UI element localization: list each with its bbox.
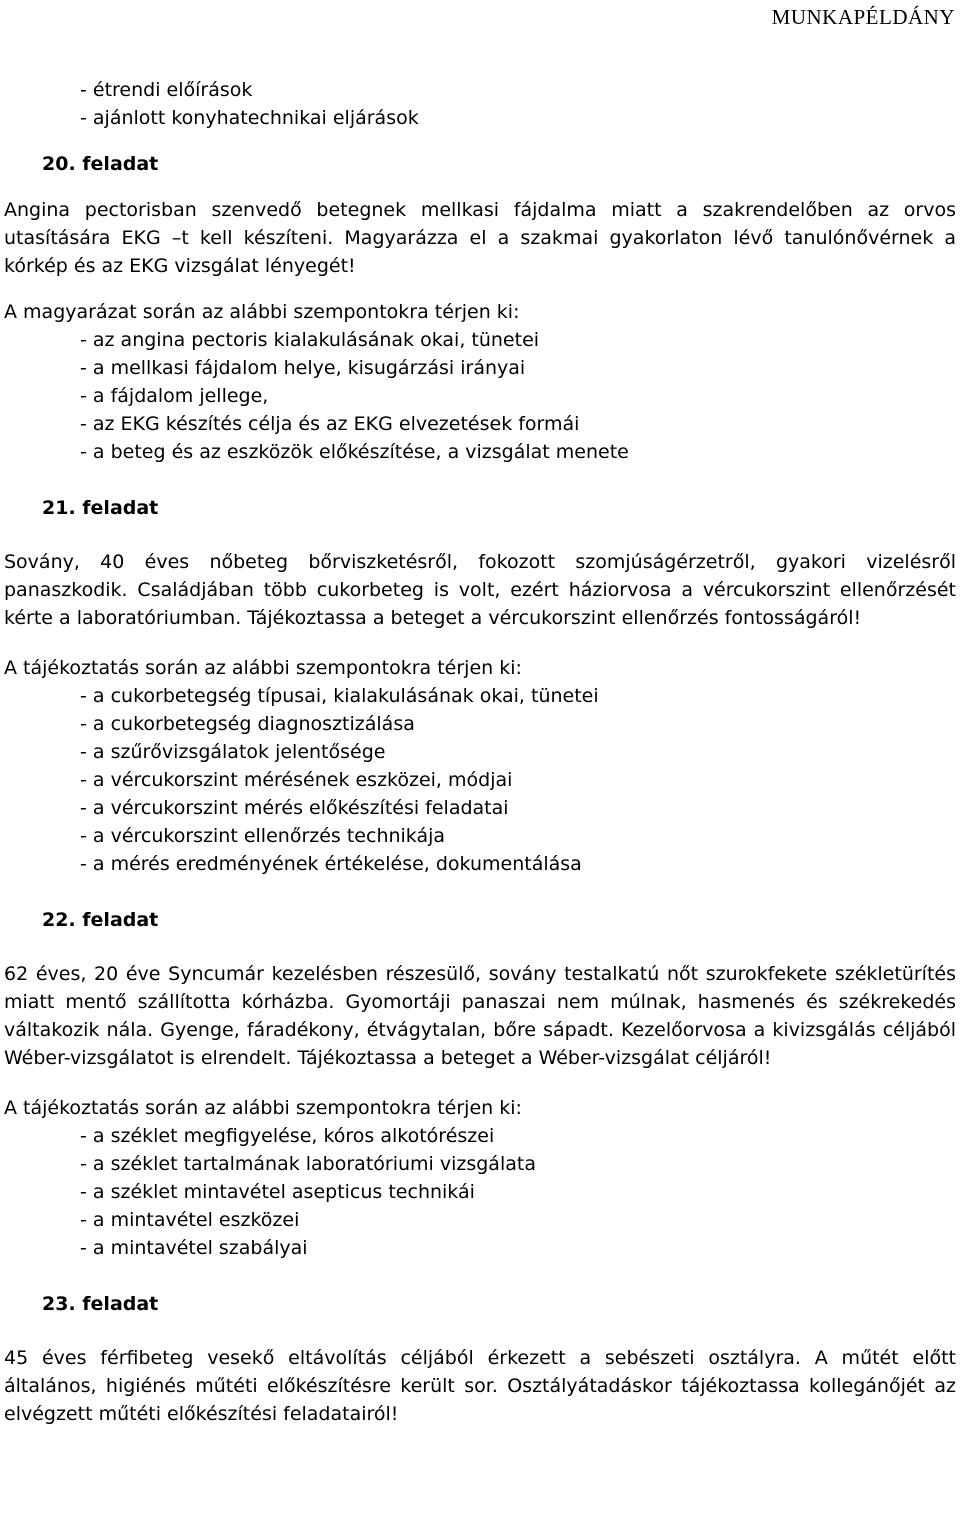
task-21-list [80,682,956,878]
task-22-body: 62 éves, 20 éve Syncumár kezelésben részesülő, sovány testalkatú nőt szurokfekete székletürítés miatt mentő szállította kórházba. Gyomortáji panaszai nem múlnak, hasmenés és székrekedés váltakozik nála. Gyenge, fáradékony, étvágytalan, bőre sápadt. Kezelőorvosa a kivizsgálás céljából Wéber-vizsgálatot is elrendelt. Tájékoztassa a beteget a Wéber-vizsgálat céljáról! [4,963,956,1069]
list-item: - a mérés eredményének értékelése, dokumentálása [80,853,582,875]
list-item: - a vércukorszint mérés előkészítési feladatai [80,797,509,819]
task-20-intro: A magyarázat során az alábbi szempontokra térjen ki: [4,301,520,323]
list-item: - a vércukorszint ellenőrzés technikája [80,825,446,847]
list-item: - a mellkasi fájdalom helye, kisugárzási irányai [80,357,526,379]
list-item: - a cukorbetegség típusai, kialakulásának okai, tünetei [80,685,599,707]
task-23-body: 45 éves férfibeteg vesekő eltávolítás céljából érkezett a sebészeti osztályra. A műtét előtt általános, higiénés műtéti előkészítésre került sor. Osztályátadáskor tájékoztassa kollegánőjét az elvégzett műtéti előkészítési feladatairól! [4,1347,956,1425]
task-22-title: 22. feladat [42,909,159,931]
list-item: - a széklet mintavétel asepticus technikái [80,1181,475,1203]
task-20-body: Angina pectorisban szenvedő betegnek mellkasi fájdalma miatt a szakrendelőben az orvos utasítására EKG –t kell készíteni. Magyarázza el a szakmai gyakorlaton lévő tanulónővérnek a kórkép és az EKG vizsgálat lényegét! [4,199,956,277]
list-item: - a széklet megfigyelése, kóros alkotórészei [80,1125,495,1147]
list-item: - a vércukorszint mérésének eszközei, módjai [80,769,513,791]
task-21-title: 21. feladat [42,497,159,519]
list-item: - a szűrővizsgálatok jelentősége [80,741,386,763]
task-20-title: 20. feladat [42,153,159,175]
task-23-title: 23. feladat [42,1293,159,1315]
task-20-list [80,326,956,466]
list-item: - étrendi előírások [80,79,253,101]
list-item: - a mintavétel eszközei [80,1209,300,1231]
top-list [80,76,956,132]
task-21-intro: A tájékoztatás során az alábbi szempontokra térjen ki: [4,657,522,679]
list-item: - ajánlott konyhatechnikai eljárások [80,107,419,129]
list-item: - a cukorbetegség diagnosztizálása [80,713,415,735]
list-item: - a fájdalom jellege, [80,385,269,407]
document-body [4,76,956,1428]
list-item: - a beteg és az eszközök előkészítése, a vizsgálat menete [80,441,629,463]
list-item: - az angina pectoris kialakulásának okai, tünetei [80,329,540,351]
list-item: - az EKG készítés célja és az EKG elvezetések formái [80,413,580,435]
list-item: - a mintavétel szabályai [80,1237,308,1259]
page-header: MUNKAPÉLDÁNY [771,5,955,29]
list-item: - a széklet tartalmának laboratóriumi vizsgálata [80,1153,536,1175]
task-21-body: Sovány, 40 éves nőbeteg bőrviszketésről, fokozott szomjúságérzetről, gyakori vizelésről panaszkodik. Családjában több cukorbeteg is volt, ezért háziorvosa a vércukorszint ellenőrzését kérte a laboratóriumban. Tájékoztassa a beteget a vércukorszint ellenőrzés fontosságáról! [4,551,956,629]
task-22-list [80,1122,956,1262]
task-22-intro: A tájékoztatás során az alábbi szempontokra térjen ki: [4,1097,522,1119]
